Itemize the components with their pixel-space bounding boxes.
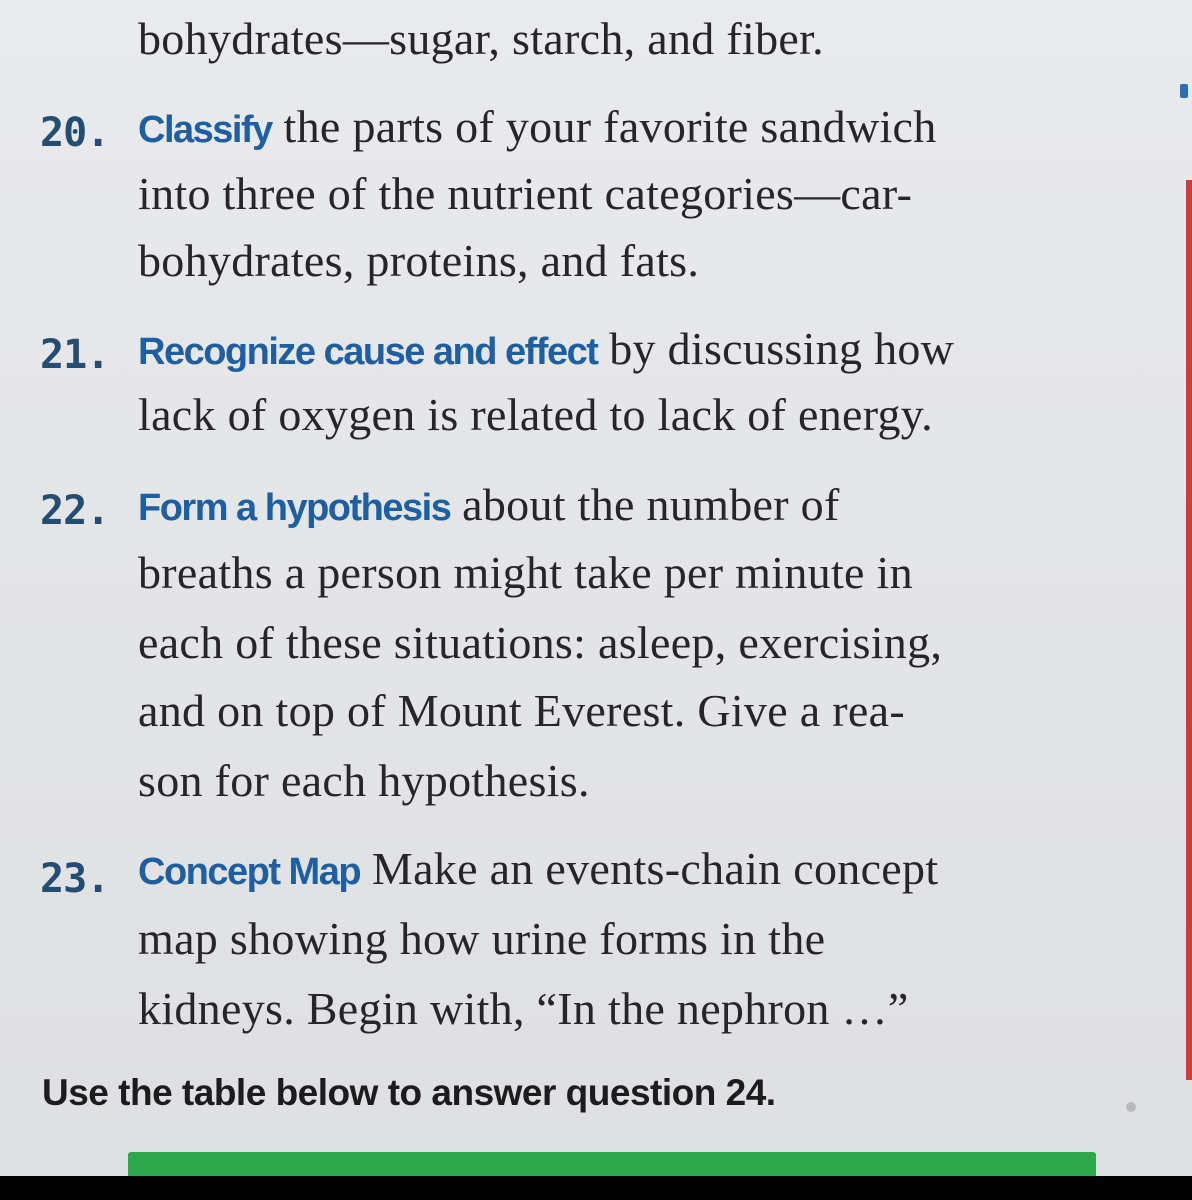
page-edge-marker — [1180, 84, 1188, 98]
question-line: lack of oxygen is related to lack of energy. — [138, 389, 933, 440]
question-line: map showing how urine forms in the — [138, 913, 826, 964]
question-first-text: by discussing how — [597, 323, 955, 374]
question-first-text: the parts of your favorite sandwich — [271, 101, 937, 152]
question-line: each of these situations: asleep, exercising, — [138, 617, 943, 668]
intro-line: bohydrates—sugar, starch, and fiber. — [138, 13, 824, 64]
question-keyword: Recognize cause and effect — [138, 331, 598, 373]
question-line: son for each hypothesis. — [138, 755, 590, 806]
screen-bottom-bar — [0, 1176, 1192, 1200]
question-first-text: about the number of — [450, 479, 840, 530]
question-number: 20. — [40, 110, 110, 156]
question-line: and on top of Mount Everest. Give a rea- — [138, 685, 905, 736]
page-edge-tab — [1186, 180, 1192, 1080]
question-line: breaths a person might take per minute in — [138, 547, 913, 598]
question-keyword: Classify — [138, 109, 272, 151]
question-first-line — [138, 323, 955, 374]
question-first-line — [138, 101, 937, 152]
question-line: kidneys. Begin with, “In the nephron …” — [138, 983, 909, 1034]
table-header-bar — [128, 1152, 1096, 1176]
question-keyword: Form a hypothesis — [138, 487, 451, 529]
question-number: 23. — [40, 856, 110, 902]
table-instruction: Use the table below to answer question 24. — [42, 1072, 776, 1113]
question-first-text: Make an events-chain concept — [360, 843, 939, 894]
question-line: bohydrates, proteins, and fats. — [138, 235, 700, 286]
question-number: 22. — [40, 488, 110, 534]
question-keyword: Concept Map — [138, 851, 361, 893]
page-speck — [1126, 1102, 1136, 1112]
question-line: into three of the nutrient categories—car- — [138, 168, 913, 219]
question-number: 21. — [40, 332, 110, 378]
question-first-line — [138, 843, 939, 894]
question-first-line — [138, 479, 840, 530]
